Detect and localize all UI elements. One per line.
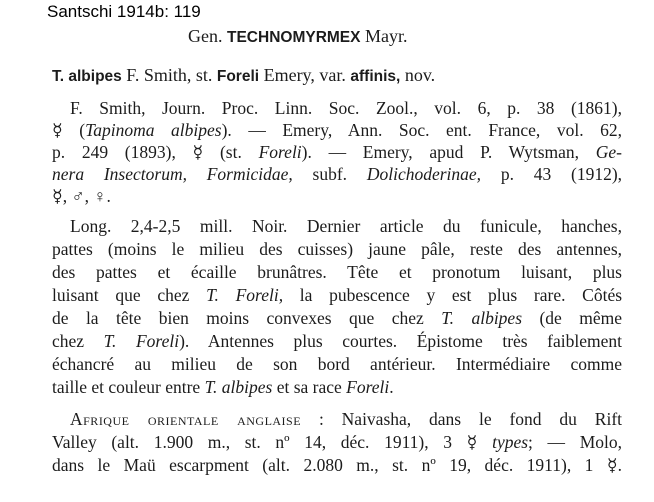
- description-line-5: de la tête bien moins convexes que chez T. albipes (de même: [52, 308, 622, 328]
- description-line-8: taille et couleur entre T. albipes et sa race Foreli.: [52, 377, 394, 397]
- species-rest: Emery, var.: [263, 65, 346, 85]
- locality-region: Afrique orientale anglaise: [70, 409, 302, 429]
- locality-line-2: Valley (alt. 1.900 m., st. nº 14, déc. 1911), 3 ☿ types; — Molo,: [52, 432, 622, 452]
- locality-line-3: dans le Maü escarpment (alt. 2.080 m., st. nº 19, déc. 1911), 1 ☿.: [52, 455, 622, 475]
- synonymy-line-1: F. Smith, Journ. Proc. Linn. Soc. Zool., vol. 6, p. 38 (1861),: [70, 98, 622, 118]
- description-line-6: chez T. Foreli). Antennes plus courtes. Épistome très faiblement: [52, 331, 622, 351]
- description-line-4: luisant que chez T. Foreli, la pubescence y est plus rare. Côtés: [52, 285, 623, 305]
- locality-line-1: Afrique orientale anglaise : Naivasha, dans le fond du Rift: [70, 409, 623, 429]
- subspecies-name: Foreli: [216, 68, 260, 85]
- genus-name: TECHNOMYRMEX: [227, 29, 361, 46]
- species-name: T. albipes: [52, 68, 122, 85]
- synonymy-line-5: ☿, ♂, ♀.: [52, 186, 111, 206]
- genus-heading: [188, 25, 407, 49]
- synonymy-line-2: ☿ (Tapinoma albipes). — Emery, Ann. Soc. ent. France, vol. 62,: [52, 120, 622, 140]
- description-line-3: des pattes et écaille brunâtres. Tête et pronotum luisant, plus: [52, 262, 622, 282]
- synonymy-line-4: nera Insectorum, Formicidae, subf. Dolichoderinae, p. 43 (1912),: [52, 164, 623, 184]
- synonymy-line-3: p. 249 (1893), ☿ (st. Foreli). — Emery, apud P. Wytsman, Ge-: [52, 142, 623, 162]
- species-author: F. Smith, st.: [126, 65, 213, 85]
- species-status: nov.: [404, 65, 436, 85]
- variety-name: affinis,: [350, 68, 401, 85]
- description-line-2: pattes (moins le milieu des cuisses) jaune pâle, reste des antennes,: [52, 239, 622, 259]
- description-line-7: échancré au milieu de son bord antérieur. Intermédiaire comme: [52, 354, 622, 374]
- genus-prefix: Gen.: [188, 26, 223, 46]
- citation-reference: Santschi 1914b: 119: [47, 2, 201, 21]
- genus-author: Mayr.: [364, 26, 408, 46]
- description-line-1: Long. 2,4-2,5 mill. Noir. Dernier article du funicule, hanches,: [70, 216, 622, 236]
- species-heading: [52, 64, 435, 88]
